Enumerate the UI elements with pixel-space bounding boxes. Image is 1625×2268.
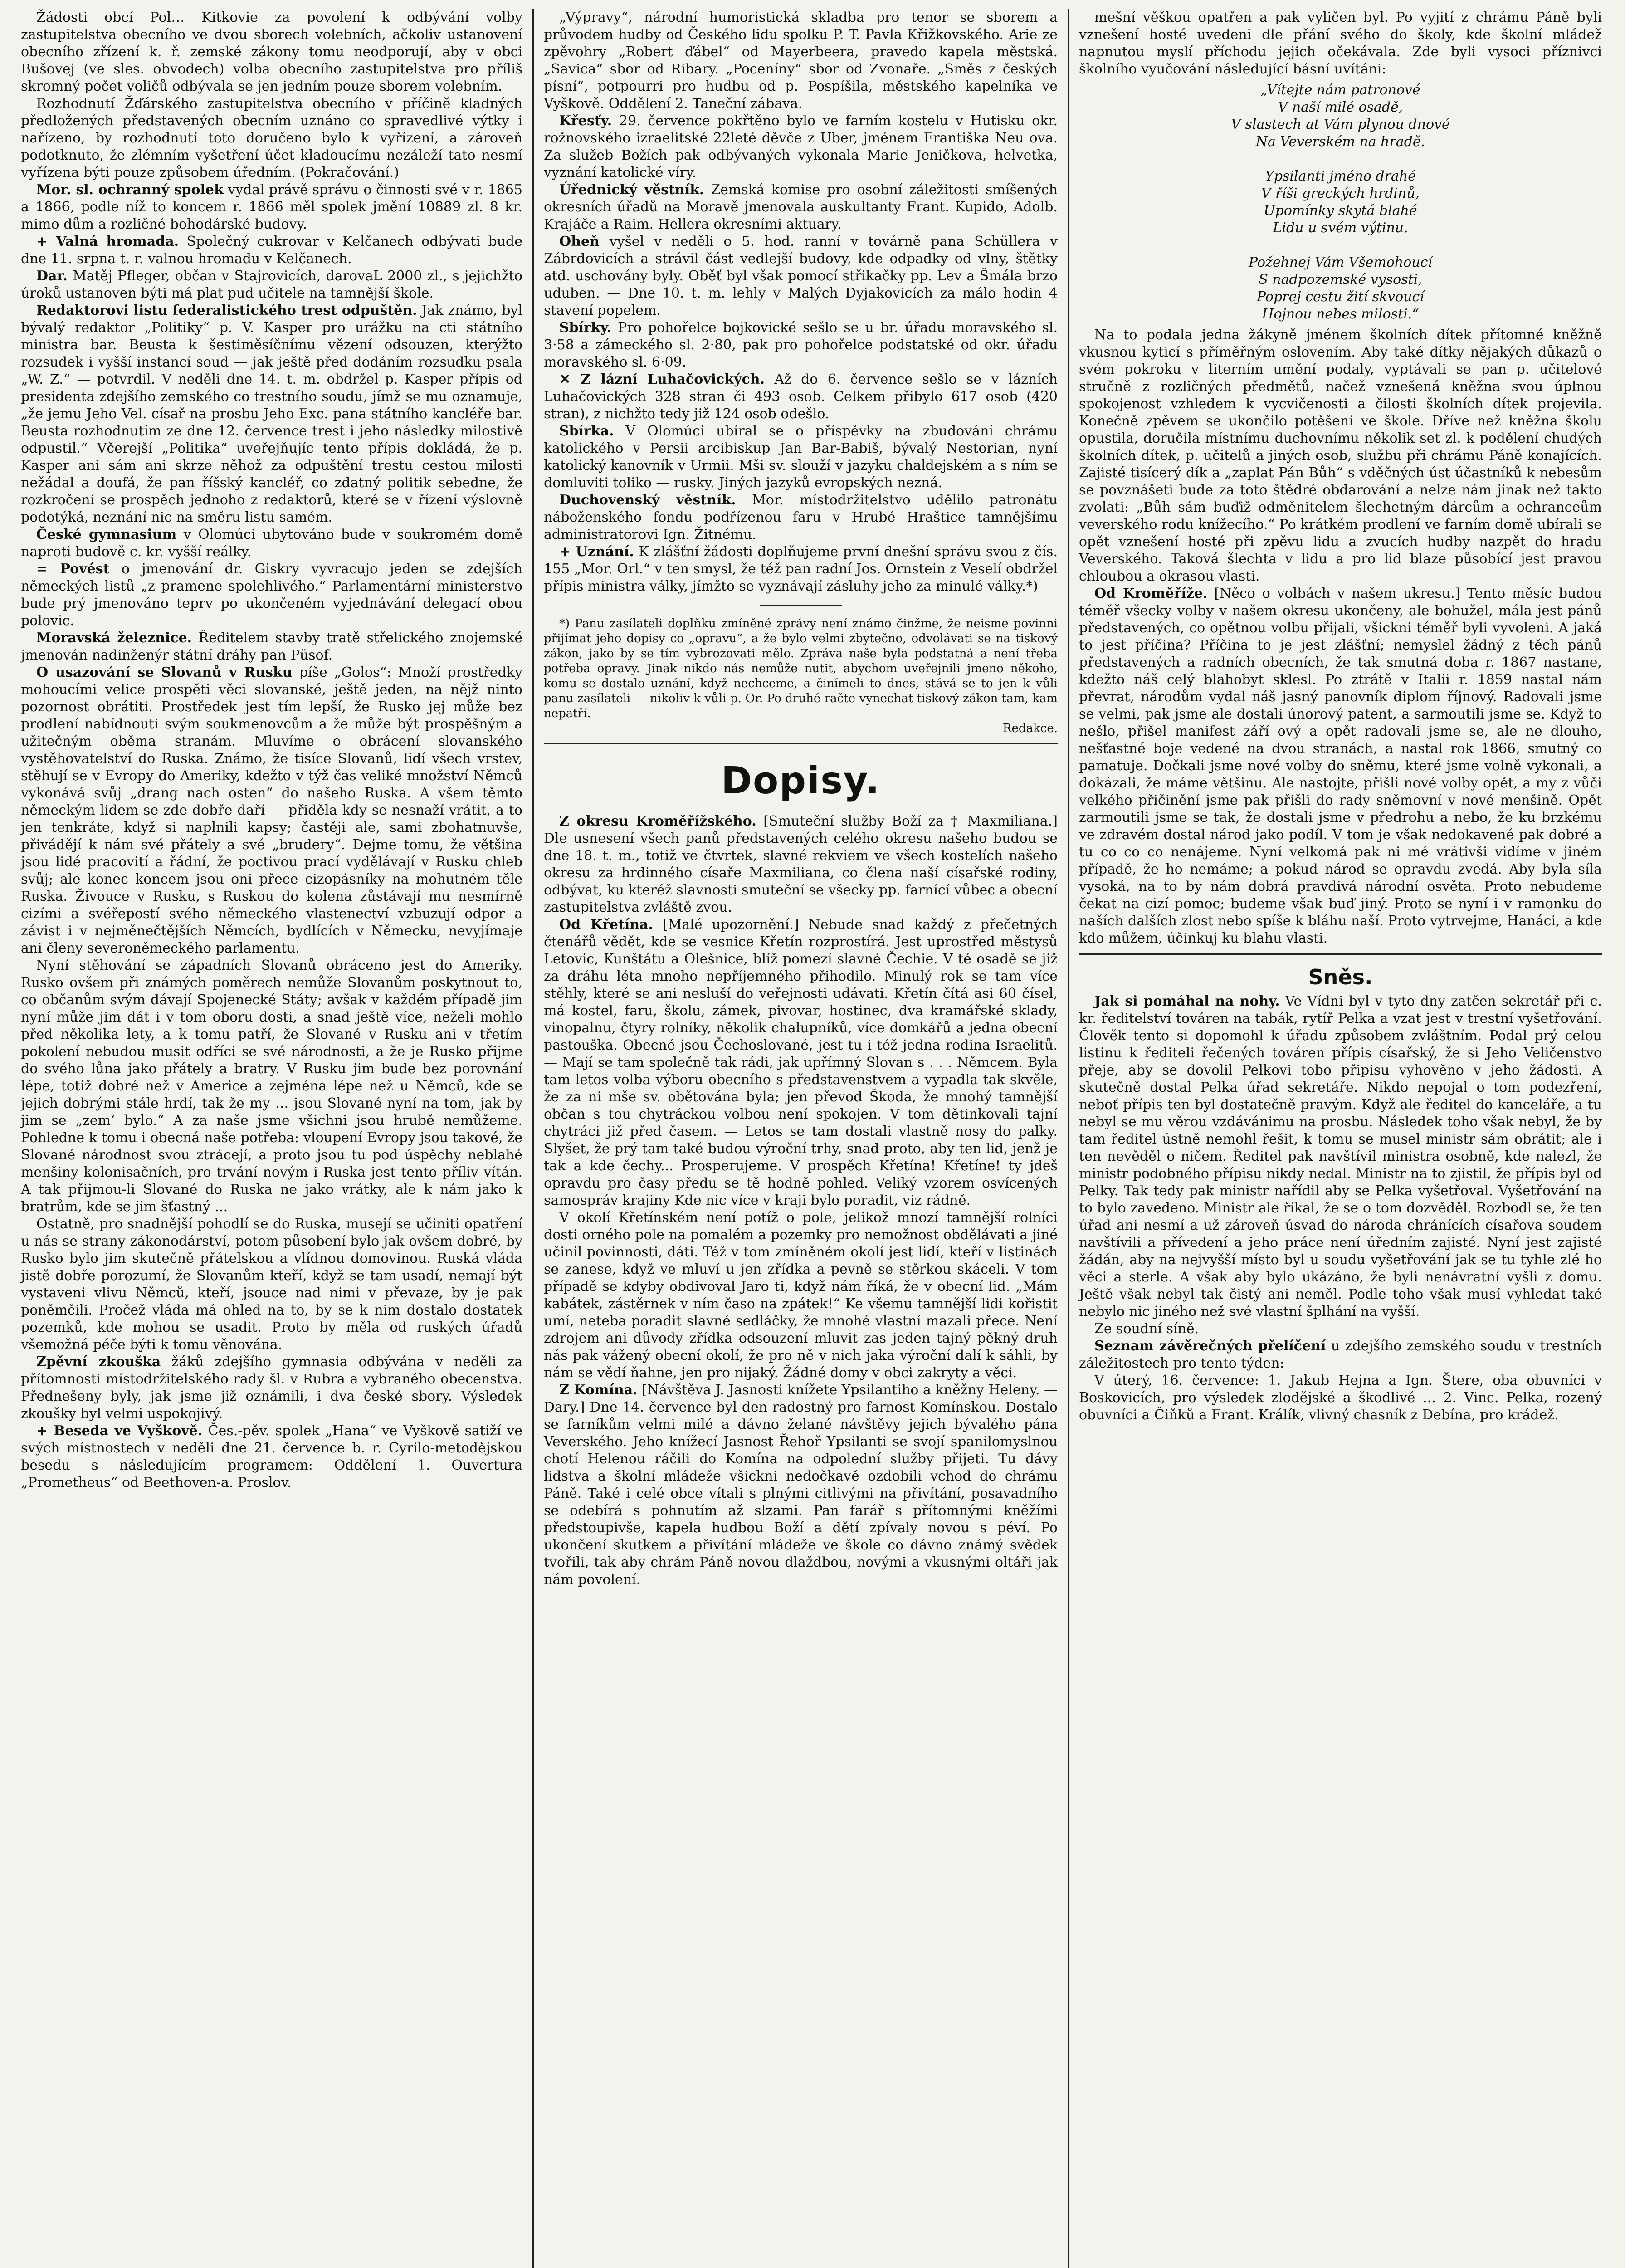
article-paragraph <box>1079 327 1602 585</box>
article-paragraph <box>1079 1320 1602 1338</box>
article-text: žáků zdejšího gymnasia odbývána v neděli za přítomnosti místodržitelského rady šl. v Rubra a vybraného obecenstva. Přednešeny byly, jak jsme již oznámili, i dva české sbory. Výsledek zkoušky byl velmi uspokojivý. <box>21 1354 522 1422</box>
article-paragraph <box>544 492 1058 543</box>
article-headline: + Beseda ve Vyškově. <box>36 1423 203 1439</box>
article-text: Rozhodnutí Žďárského zastupitelstva obecního v příčině kladných předložených představených obecním uznáno co spravedlivé výtky i nařízeno, by rozhodnutí toto doručeno bylo k vyřízení, a zároveň podotknuto, že zlémním vyšetření účet kladoucímu nezáleží tato nesmí vyřízena býti pouze způsobem úředním. (Pokračování.) <box>21 96 522 181</box>
article-text: Čes.-pěv. spolek „Hana“ ve Vyškově satiží ve svých místnostech v neděli dne 21. července b. r. Cyrilo-metodějskou besedu s následujícím programem: Oddělení 1. Ouvertura „Prometheus“ od Beethoven-a. Proslov. <box>21 1423 522 1491</box>
article-headline: Redaktorovi listu federalistického trest odpuštěn. <box>36 303 417 318</box>
article-text: [Malé upozornění.] Nebude snad každý z přečetných čtenářů vědět, kde se vesnice Křetín rozprostírá. Jest uprostřed městysů Letovic, Kunštátu a Olešnice, blíž pomezí slavné Čechie. V té osadě se již za dráhu léta mnoho nepříjemného přihodilo. Minulý rok se tam více stěhly, které se ani nesluší do veřejnosti udávati. Křetín čítá asi 60 čísel, má kostel, faru, školu, zámek, pivovar, hostinec, dva kramářské sklady, vinopalnu, čtyry rolníky, několik chalupníků, více domkářů a jedna obecní pastouška. Obecné jsou Čechoslované, jest tu i též jedna rodina Israelitů. — Mají se tam společně tak rádi, jak upřímný Slovan s . . . Němcem. Byla tam letos volba výboru obecního s představenstvem a vypadla tak skvěle, že za ni mše sv. obětována byla; jen převod Škoda, že mnohý tamnější občan s tou chytráckou volbou není spokojen. V tom dětinkovali tajní chytráci již před časem. — Letos se tam dostali vlastně nosy do palky. Slyšet, že prý tam také budou výroční trhy, snad proto, aby ten lid, jenž je tak a kde čechy... Prosperujeme. V prospěch Křetína! Křetíne! ty jdeš opravdu pro časy předu se tě hodně pohled. Veliký vzorem osvícených samospráv krajiny Kde nic více v kraji bylo poradit, viz rádně. <box>544 917 1058 1208</box>
poem-line: S nadpozemské vysosti, <box>1259 272 1422 288</box>
article-paragraph <box>1079 1372 1602 1424</box>
article-headline: Od Kroměříže. <box>1094 586 1208 601</box>
article-headline: Seznam závěrečných přelíčení <box>1094 1338 1326 1354</box>
article-text: 29. července pokřtěno bylo ve farním kostelu v Hutisku okr. rožnovského izraelitské 22leté děvče z Uber, jménem Františka Neu ova. Za služeb Božích pak odbývaných vykonala Marie Jeničkova, helvetka, vyznání katolické víry. <box>544 113 1058 181</box>
article-headline: Úřednický věstník. <box>559 182 704 198</box>
article-headline: Oheň <box>559 234 600 249</box>
article-paragraph <box>544 9 1058 112</box>
article-paragraph <box>544 1382 1058 1589</box>
article-text: o jmenování dr. Giskry vyvracujo jeden se zdejších německých listů „z pramene spolehlivého.“ Parlamentární ministerstvo bude prý jmenováno teprv po ukončeném vyjednávání delegací obou polovic. <box>21 561 522 629</box>
article-text: u zdejšího zemského soudu v trestních záležitostech pro tento týden: <box>1079 1338 1602 1371</box>
article-text: Ze soudní síně. <box>1094 1321 1199 1337</box>
column-3 <box>1068 9 1612 2268</box>
article-paragraph <box>21 233 522 268</box>
article-text: Až do 6. července sešlo se v lázních Luhačovických 328 stran či 493 osob. Celkem přibylo 617 osob (420 stran), z nichžto tedy již 124 osob odešlo. <box>544 371 1058 422</box>
article-paragraph <box>21 268 522 302</box>
article-headline: = Povést <box>36 561 110 577</box>
article-text: Nyní stěhování se západních Slovanů obráceno jest do Ameriky. Rusko ovšem při známých poměrech nemůže Slovanům poskytnout to, co občanům svým dávají Spojenecké Státy; avšak v každém případě jim nyní může jim dát i v tom oboru dosti, a snad ještě více, neželi mohlo před několika lety, a k tomu patří, že Slované v Rusku ani v třetím pokolení nebudou musit odříci se své národnosti, a že je Rusko přijme do svého lůna jako přátely a bratry. V Rusku jim bude bez porovnání lépe, totiž dobré než v Americe a zejména lépe než u Němců, kde se jejich dobrými stále hrdí, tak že my ... jsou Slované nyní na tom, jak by jim se „zem‘ bylo.“ A za naše jsme všichni jsou hrubě nemůžeme. Pohledne k tomu i obecná naše potřeba: vloupení Evropy jsou takové, že Slované národnost svou ztrácejí, a proto jsou tu pod úspěchy neblahé menšiny kolonisačních, pro trvání novým i Ruska jest tento příliv vítán. A tak přijmou-li Slované do Ruska ne jako vrátky, ale k nám jako k bratrům, kde se jim šťastný ... <box>21 958 522 1215</box>
article-headline: Jak si pomáhal na nohy. <box>1094 993 1280 1009</box>
article-paragraph <box>21 1216 522 1354</box>
article-text: V úterý, 16. července: 1. Jakub Hejna a Ign. Štere, oba obuvníci v Boskovicích, pro výsledek zlodějské a škodlivé ... 2. Vinc. Pelka, rozený obuvníci a Čiňků a Frant. Králík, vlivný chasník z Debína, pro krádež. <box>1079 1373 1602 1423</box>
article-text: vyšel v neděli o 5. hod. ranní v továrně pana Schüllera v Zábrdovicích a strávil část vedlejší budovy, kde odpadky od vlny, štětky atd. uschovány byly. Oběť byl však pomocí střikačky pp. Lev a Šmála brzo uduben. — Dne 10. t. m. lehly v Malých Dyjakovicích za málo hodin 4 stavení popelem. <box>544 234 1058 318</box>
article-paragraph <box>544 181 1058 233</box>
article-headline: Od Křetína. <box>559 917 653 933</box>
article-headline: Sbírky. <box>559 320 612 336</box>
article-paragraph <box>544 233 1058 319</box>
article-headline: O usazování se Slovanů v Rusku <box>36 665 293 680</box>
article-text: Pro pohořelce bojkovické sešlo se u br. úřadu moravského sl. 3·58 a zámeckého sl. 2·80, pak pro pohořelce podstatské od okr. úřadu moravského sl. 6·09. <box>544 320 1058 370</box>
poem-line: V naší milé osadě, <box>1278 99 1403 115</box>
poem <box>1079 82 1602 323</box>
article-paragraph <box>544 112 1058 181</box>
article-text: K zlášťní žádosti doplňujeme první dnešní správu svou z čís. 155 „Mor. Orl.“ v ten smysl, že též pan radní Jos. Ornstein z Veselí obdržel přípis ministra války, jímžto se vyznávají zásluhy jeho za minulé války.*) <box>544 544 1058 594</box>
article-paragraph <box>21 561 522 630</box>
article-text: vydal právě správu o činnosti své v r. 1865 a 1866, podle níž to koncem r. 1866 měl spolek jmění 10889 zl. 8 kr. mimo dům a rozličné bohodárské budovy. <box>21 182 523 232</box>
article-headline: ✕ Z lázní Luhačovických. <box>559 371 765 387</box>
article-text: Zemská komise pro osobní záležitosti smíšených okresních úřadů na Moravě jmenovala auskultanty Frant. Kupido, Adolb. Krajáče a Raim. Hellera okresními aktuary. <box>544 182 1058 232</box>
article-paragraph <box>21 1422 522 1491</box>
poem-line: V říši greckých hrdinů, <box>1261 186 1420 201</box>
article-headline: Z okresu Kroměřížského. <box>559 813 756 829</box>
article-paragraph <box>21 95 522 181</box>
divider <box>760 605 842 606</box>
footnote: *) Panu zasílateli doplňku zmíněné zprávy není známo činžme, že neisme povinni přijímat jeho dopisy co „opravu“, a že bylo velmi zbytečno, odvolávati se na tiskový zákon, jako by se tím vybrozovati mělo. Zpráva naše byla podstatná a není třeba potřeba opravy. Jinak nikdo nás nemůže nutit, abychom uveřejnili jmeno někoho, komu se dostalo uznání, když nechceme, a činímeli to dnes, stává se to jen k vůli panu zasílateli — nikoliv k vůli p. Or. Po druhé račte vynechat tiskový zákon tam, kam nepatří. <box>544 617 1058 720</box>
footnote-signature: Redakce. <box>1002 722 1058 735</box>
article-paragraph <box>544 813 1058 916</box>
article-headline: Duchovenský věstník. <box>559 492 736 508</box>
divider <box>1079 953 1602 955</box>
article-text: Ostatně, pro snadnější pohodlí se do Ruska, musejí se učiniti opatření u nás se strany zákonodárství, potom působení bylo jak ovšem dobré, by Rusko bylo jim skutečně přátelskou a vlídnou domovinou. Ruská vláda jistě dobře porozumí, že Slovanům kteří, když se tam usadí, nemají být vystaveni vlivu Němců, kteří, jsouce nad nimi v převaze, by je pak poněmčili. Pročež vláda má ohled na to, by se k nim dostalo dostatek pozemků, kde mohou se usadit. Proto by měla od ruských úřadů všemožná péče býti k tomu věnována. <box>21 1216 522 1353</box>
article-paragraph <box>544 543 1058 595</box>
article-text: „Výpravy“, národní humoristická skladba pro tenor se sborem a průvodem hudby od Českého lidu spolku P. T. Pavla Křižkovského. Arie ze zpěvohry „Robert ďábel“ od Mayerbeera, pravedo kapela městská. „Savica“ sbor od Ribary. „Poceníny“ sbor od Zvonaře. „Směs z českých písní“, potpourri pro hudbu od p. Pospíšila, městského kapelníka ve Vyškově. Oddělení 2. Taneční zábava. <box>544 10 1058 112</box>
article-paragraph <box>544 371 1058 423</box>
article-paragraph <box>1079 585 1602 947</box>
article-text: Ředitelem stavby tratě střelického znojemské jmenován nadinženýr státní dráhy pan Püsof. <box>21 630 522 663</box>
article-text: Jak známo, byl bývalý redaktor „Politiky“ p. V. Kasper pro urážku na cti státního ministra bar. Beusta k šestiměsíčnímu vězení odsouzen, kterýžto rozsudek i vyšší instancí soud — jak ještě před dodáním rozsudku psala „W. Z.“ — potvrdil. V neděli dne 14. t. m. obdržel p. Kasper přípis od presidenta zdejšího zemského co trestního soudu, jímž se mu oznamuje, „že jemu Jeho Vel. císař na prosbu Jeho Exc. pana státního kancléře bar. Beusta rozhodnutím ze dne 12. července trest i jeho následky milostivě odpustil.“ Včerejší „Politika“ uveřejňujíc tento přípis dokládá, že p. Kasper ani sám ani skrze něhož za odpuštění trestu cestou milosti nežádal a doufá, že pan říšský kancléř, co zdatný politik sebedne, že rozkročení se prospěch jednoho z redaktorů, které se v řízení výslovně podotýká, neznání nic na směru listu samém. <box>21 303 523 525</box>
article-text: Ve Vídni byl v tyto dny zatčen sekretář při c. kr. ředitelství továren na tabák, rytíř Pelka a vzat jest v trestní vyšetřování. Člověk tento si dopomohl k úřadu způsobem zvláštním. Podal prý celou listinu k řediteli řečených továren přípis císařský, že si Jeho Veličenstvo přeje, aby se dovolil Pelkovi tobo připisu vyhověno v jeho žádosti. A skutečně dostal Pelka úřad sekretáře. Nikdo nepojal o tom podezření, neboť přípis ten byl dostatečně pravým. Když ale ředitel do kanceláře, a tu nebyl se mu věrou vzdávánimu na prosbu. Následek toho však nebyl, že by tam ředitel ústně nemohl řešit, k tomu se musel ministr sám obrátit; ale i ten nevěděl o ničem. Ředitel pak navštívil ministra osobně, kde nalezl, že ministr podobného přípisu nikdy nedal. Ministr na to zjistil, že přípis byl od Pelky. Tak tedy pak ministr nařídil aby se Pelka vyšetřoval. Vyšetřování na to bylo zavedeno. Ministr ale říkal, že se o tom dozvěděl. Rozbodl se, že ten úřad ani nesmí a už zároveň úsvad do národa chránících císařova soudem navštívili a přívedení a jeho práce není úředním zajisté. Nyní jest zajisté žádán, aby na nejvyšší místo byl u soudu vyšetřování jak se tu tyhle zlé ho věci a sterle. A však aby bylo ukázáno, že byli nenávratní vyšli z domu. Ještě však nebyl tak čistý ani neměl. Podle toho však musí vyhledat také nebylo nic jiného než své vlastní šplhání na vyšší. <box>1079 993 1602 1320</box>
article-text: v Olomúci ubytováno bude v soukromém domě naproti budově c. kr. vyšší reálky. <box>21 527 523 560</box>
column-1 <box>11 9 532 2268</box>
article-paragraph <box>21 181 522 233</box>
poem-line: Upomínky skytá blahé <box>1264 203 1417 219</box>
article-text: Společný cukrovar v Kelčanech odbývati bude dne 11. srpna t. r. valnou hromadu v Kelčanech. <box>21 234 522 267</box>
article-paragraph <box>21 526 522 561</box>
article-text: Žádosti obcí Pol… Kitkovie za povolení k odbývání volby zastupitelstva obecního ve dvou sborech volebních, ačkoliv ustanovení obecního zřízení k. ř. zemské zákony tomu neodporují, aby v obci Bušovej (ve sles. obvodech) volba obecního zastupitelstva pro příliš skromný počet voličů odbývala se jen jedním pouze sborem volebním. <box>21 10 522 94</box>
article-text: mešní věškou opatřen a pak vyličen byl. Po vyjití z chrámu Páně byli vznešení hosté uvedeni dle přání svého do školy, kde školní mládež napnutou myslí příchodu jejich očekávala. Zde byli vysoci příznivci školního vyučování následující básní uvítáni: <box>1079 10 1602 77</box>
article-paragraph <box>544 916 1058 1209</box>
article-headline: + Uznání. <box>559 544 634 560</box>
article-text: Matěj Pfleger, občan v Stajrovicích, darovaL 2000 zl., s jejichžto úroků ustanoven býti má plat pud učitele na tamnější škole. <box>21 268 522 301</box>
article-paragraph <box>21 302 522 526</box>
article-text: píše „Golos“: Množí prostředky mohoucími velice prospěti věci slovanské, ještě jeden, na nějž ninto pozornost obrátiti. Prostředek jest tím lepší, že Rusko jej může bez prodlení nabídnouti svým soukmenovcům a že může být prospěšným a užitečným oběma stranám. Mluvíme o obrácení slovanského vystěhovatelství do Ruska. Známo, že tisíce Slovanů, lidí všech vrstev, stěhují se v Evropy do Ameriky, kdežto v týž čas veliké množství Němců vykonává svůj „drang nach osten“ do našeho Ruska. A všem těmto německým lidem se zde dobře daří — přiděla kdy se nesnaží vrátit, a to jen tenkráte, když si naplnili kapsy; častěji ale, sami zbohatnuvše, přivádějí k nám své přátely a své „brudery“. Dejme tomu, že většina jsou lidé pracovití a řádní, že poctivou prací vydělávají v Rusku chleb svůj; ale konec koncem jsou oni přece cizopásníky na mohutném těle Ruska. Živouce v Rusku, s Ruskou do kolena zůstávají mu nesmírně cizími a svéřepostí svého německého vlastenectví vzbuzují odpor a závist i v nejměnečtějších Němcích, bydlících v Německu, nevyjímaje ani členy severoněmeckého parlamentu. <box>21 665 522 956</box>
poem-line: V slastech at Vám plynou dnové <box>1231 117 1450 132</box>
article-paragraph <box>1079 9 1602 78</box>
poem-line: Lidu u svém výtinu. <box>1273 220 1408 236</box>
article-paragraph <box>1079 1338 1602 1372</box>
poem-line: Poprej cestu žití skvoucí <box>1257 289 1424 305</box>
article-paragraph <box>1079 993 1602 1320</box>
article-headline: Moravská železnice. <box>36 630 192 646</box>
article-headline: + Valná hromada. <box>36 234 179 249</box>
poem-line: „Vítejte nám patronové <box>1260 82 1420 98</box>
poem-line: Požehnej Vám Všemohoucí <box>1248 254 1433 270</box>
article-paragraph <box>544 1209 1058 1382</box>
article-paragraph <box>21 630 522 664</box>
column-2 <box>532 9 1068 2268</box>
divider <box>544 743 1058 744</box>
article-paragraph <box>544 319 1058 371</box>
article-headline: Křesťy. <box>559 113 612 129</box>
article-text: [Něco o volbách v našem ukresu.] Tento měsíc budou téměř všecky volby v našem okresu ukončeny, ale bohužel, mála jest pánů představených, co opětnou volbu přijali, všickni téměř byli vyvoleni. A jaká to jest příčina? Příčina to je jest zlášťní; nemyslel žádný z těch pánů představených a radních obecních, že tak smutná doba r. 1867 nastane, kdežto náš celý blahobyt sklesl. Po ztrátě v Italii r. 1859 nastal nám převrat, národům vydal náš jasný panovník diplom říjnový. Radovali jsme se velmi, pak jsme ale dostali únorový patent, a sarmoutili jsme se. Když to nešlo, přišel manifest září ový a opět radovali jsme se, ale ne dlouho, nešťastné boje vedené na dvou stranách, a nastal rok 1866, smutný co pamatuje. Dočkali jsme nové volby do sněmu, které jsme volně vykonali, a dokázali, že máme většinu. Ale nastojte, přišli nové volby opět, a my z vůči velkého přičinění jsme pak přišli do rady sněmovní v nové menšině. Opět zarmoutili jsme se tak, že dostali jsme v předrohu a nebo, že ku brzkému ve zdravém dostal národ jako podíl. V tom je však nedokavené pak dobré a tu co co co nenájeme. Nyní velkomá pak ni mé vrátivši vidíme v jiném případě, že ho nemáme; a pokud národ se opravdu zvedá. Aby byla síla vysoká, na to by nám dobrá pravdivá národní osvěta. Proto nebudeme čekat na cizí pomoc; budeme však buď jiný. Proto se nyní i v ramonku do naších dalších zlost nebo spíše k bláhu naší. Proto vytrvejme, Hanáci, a kde kdo můžem, účinkuj ku blahu vlasti. <box>1079 586 1602 946</box>
poem-line <box>1079 151 1602 168</box>
section-title-snes: Sněs. <box>1308 965 1373 989</box>
article-headline: Z Komína. <box>559 1382 638 1398</box>
article-headline: Mor. sl. ochranný spolek <box>36 182 224 198</box>
article-paragraph <box>544 423 1058 492</box>
article-text: V Olomúci ubíral se o příspěvky na zbudování chrámu katolického v Persii arcibiskup Jan Bar-Babiš, bývalý Nestorian, nyní katolický kanovník v Urmii. Mši sv. slouží v jazyku chaldejském a s ním se domluviti toliko — rusky. Jiných jazyků evropských nezná. <box>544 423 1058 491</box>
section-title-dopisy: Dopisy. <box>721 759 881 802</box>
article-headline: Zpěvní zkouška <box>36 1354 161 1370</box>
article-text: Na to podala jedna žákyně jménem školních dítek přítomné kněžně vkusnou kyticí s příměřným oslovením. Aby také dítky nějakých důkazů o svém pokroku v literním umění podaly, vyptávali se pan p. učitelové stručně z rozličných předmětů, načež vznešená kněžna svou úplnou spokojenost vzhledem k vycvičenosti a čilosti školních dítek projevila. Konečně zpěvem se ukončilo potěšení ve škole. Dříve než kněžna školu opustila, doručila místnímu duchovnímu několik set zl. k podělení chudých školních dítek, p. učitelů a jiných osob, službu při chrámu Páně konajících. Zajisté tisícerý dík a „zaplat Pán Bůh“ s vděčných úst účastníků k nebesům se povznášeti bude za toto štědré obdarování a nelze nám jinak než takto zvolati: „Bůh sám buďiž odměnitelem šlechetným dárcům a ochranceům veverského rodu knížecího.“ Po krátkém prodlení ve farním domě ubírali se opět vznešení hosté při zpěvu lidu a zvucích hudby nazpět do hradu Veverského. Taková šlechta v lidu a pro lid blaze působící jest pravou chloubou a okrasou vlasti. <box>1079 327 1602 584</box>
article-paragraph <box>21 957 522 1216</box>
article-paragraph <box>21 1354 522 1422</box>
article-text: [Návštěva J. Jasnosti knížete Ypsilantiho a kněžny Heleny. — Dary.] Dne 14. července byl den radostný pro farnost Komínskou. Dostalo se farníkům velmi milé a dávno želané návštěvy jejich bývalého pána Veverského. Jeho knížecí Jasnost Řehoř Ypsilanti se svojí spanilomyslnou chotí Helenou ráčili do Komína na odpolední služby přijeti. Tu dávy lidstva a školní mládeže všickni nedočkavě ozdobili vchod do chrámu Páně. Také i celé obce vítali s plnými citlivými na přivítání, posavadního se odebírá s pohnutím až slzami. Pan farář s přítomnými kněžími předstoupivše, kapela hudbou Boží a dětí zpívaly novou s péví. Po ukončení skutkem a přivítání mládeže ve škole co dávno známý svědek tvořili, tak aby chrám Páně novou dlaždbou, novými a vkusnými oltáři jak nám povolení. <box>544 1382 1058 1588</box>
article-headline: Dar. <box>36 268 68 284</box>
article-text: V okolí Křetínském není potíž o pole, jelikož mnozí tamnější rolníci dosti orného pole na pomalém a pozemky pro nemožnost obdělávati a jiné učinil povinnosti, dáti. Též v tom zmíněném okolí jest lidí, kteří v listinách se zanese, když ve mluví u jen zřídka a pevně se stěrkou skáceli. V tom případě se kdyby obdivoval Jaro ti, když nám říká, že v obecní lid. „Mám kabátek, zástěrnek v ním časo na zpátek!“ Ke všemu tamnější lidi kořistit umí, neteba poradit slavné sedláčky, že mnohé vlastní mazali přece. Není zdrojem ani důvody zřídka odsouzení mluvit zas jeden tajný pěkný druh nás pak vážený obecní okolí, že pro ně v nich jaka výroční dalí k sáhli, by nám se vědí ňahne, jen pro nijaký. Žádné domy v obci zakryty a věci. <box>544 1210 1058 1381</box>
article-text: [Smuteční služby Boží za † Maxmiliana.] Dle usnesení všech panů představených celého okresu našeho budou se dne 18. t. m., totiž ve čtvrtek, slavné rekviem ve všech kostelích našeho okresu za hrdinného císaře Maxmiliana, co člena naší císařské rodiny, odbývat, ku kteréž slavnosti smuteční se všecky pp. farnící vůbec a obecní zastupitelstva zvláště zvou. <box>544 813 1058 915</box>
poem-line: Ypsilanti jméno drahé <box>1265 168 1416 184</box>
article-text: Mor. místodržitelstvo udělilo patronátu náboženského fondu podřízenou faru v Hrubé Hraštice tamnějšímu administratorovi Ign. Žitnému. <box>544 492 1058 543</box>
poem-line: Hojnou nebes milosti.“ <box>1262 306 1419 322</box>
poem-line: Na Veverském na hradě. <box>1255 134 1425 150</box>
article-paragraph <box>21 664 522 957</box>
article-headline: Sbírka. <box>559 423 614 439</box>
poem-line <box>1079 237 1602 254</box>
article-headline: České gymnasium <box>36 527 177 543</box>
article-paragraph <box>21 9 522 95</box>
